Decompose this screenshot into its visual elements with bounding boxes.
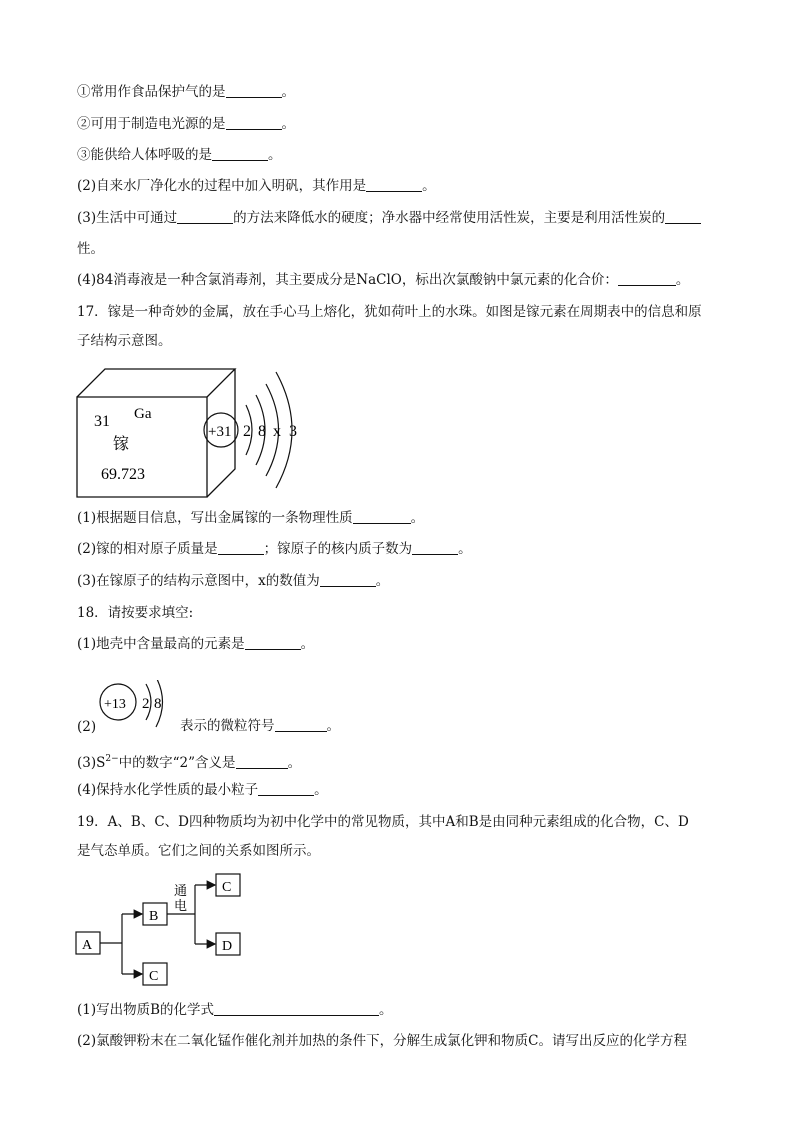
q17-stem-line-2 — [77, 331, 172, 351]
label-b: B — [149, 909, 159, 924]
answer-blank[interactable] — [245, 635, 301, 650]
shell-1-count: 2 — [243, 423, 251, 440]
q18-part-2-number: (2) — [77, 719, 97, 735]
punct: 。 — [314, 782, 328, 798]
q19-stem-text: 是气态单质。它们之间的关系如图所示。 — [77, 843, 320, 859]
q16-item-3-text: ③能供给人体呼吸的是 — [77, 147, 212, 163]
answer-blank[interactable] — [214, 1001, 379, 1016]
q16-part-3 — [77, 208, 701, 228]
punct: 。 — [422, 178, 436, 194]
q17-part-2-text-b: ；镓原子的核内质子数为 — [263, 541, 413, 557]
element-name: 镓 — [113, 436, 130, 453]
q19-part-1-text: (1)写出物质B的化学式 — [77, 1002, 215, 1018]
answer-blank[interactable] — [366, 177, 422, 192]
shell-4-count: 3 — [289, 423, 297, 440]
q16-item-2-text: ②可用于制造电光源的是 — [77, 116, 226, 132]
q16-part-2 — [77, 176, 436, 196]
answer-blank[interactable] — [665, 209, 701, 224]
q16-part-2-text: (2)自来水厂净化水的过程中加入明矾，其作用是 — [77, 178, 367, 194]
punct: 。 — [281, 84, 295, 100]
q16-part-3-cont — [77, 239, 104, 259]
q19-stem-text: 19．A、B、C、D四种物质均为初中化学中的常见物质，其中A和B是由同种元素组成的化合物，C、D — [77, 814, 689, 830]
answer-blank[interactable] — [218, 540, 264, 555]
nucleus-charge: +13 — [104, 697, 126, 712]
atomic-number: 31 — [94, 413, 110, 430]
ion-charge-superscript: 2− — [105, 754, 119, 764]
answer-blank[interactable] — [236, 754, 288, 769]
q16-part-3-text-b: 的方法来降低水的硬度；净水器中经常使用活性炭，主要是利用活性炭的 — [233, 210, 666, 226]
punct: 。 — [458, 541, 472, 557]
label-c-top: C — [222, 880, 232, 895]
answer-blank[interactable] — [258, 781, 314, 796]
q16-item-3 — [77, 145, 282, 165]
q18-stem-text: 18．请按要求填空: — [77, 605, 194, 621]
punct: 。 — [375, 573, 390, 589]
q17-part-1-text: (1)根据题目信息，写出金属镓的一条物理性质 — [77, 510, 353, 526]
q18-part-3-text-b: 中的数字“2”含义是 — [118, 755, 236, 771]
label-a: A — [82, 938, 93, 953]
q18-part-1-text: (1)地壳中含量最高的元素是 — [77, 636, 245, 652]
q17-stem-text: 17．镓是一种奇妙的金属，放在手心马上熔化，犹如荷叶上的水珠。如图是镓元素在周期表中的信息和原 — [77, 304, 702, 320]
answer-blank[interactable] — [275, 717, 327, 732]
answer-blank[interactable] — [412, 540, 458, 555]
condition-tong: 通 — [174, 883, 188, 898]
q18-part-2-text: 表示的微粒符号 — [180, 718, 275, 734]
q17-part-2 — [77, 539, 472, 559]
q17-stem-text: 子结构示意图。 — [77, 333, 172, 349]
shell-3-count: x — [273, 423, 281, 440]
punct: 。 — [675, 272, 690, 288]
gallium-figure — [70, 360, 320, 500]
answer-blank[interactable] — [212, 146, 268, 161]
q16-item-2 — [77, 114, 295, 134]
q17-stem-line-1 — [77, 302, 702, 322]
substance-relationship-diagram — [70, 870, 270, 990]
label-c-bottom: C — [149, 969, 159, 984]
punct: 。 — [410, 510, 425, 526]
q16-item-1 — [77, 82, 295, 102]
q18-part-2-label — [77, 717, 96, 737]
punct: 。 — [326, 718, 340, 734]
answer-blank[interactable] — [320, 572, 376, 587]
q19-stem-line-1 — [77, 812, 689, 832]
q18-stem — [77, 603, 193, 623]
punct: 。 — [287, 755, 302, 771]
answer-blank[interactable] — [226, 83, 282, 98]
q17-part-2-text-a: (2)镓的相对原子质量是 — [77, 541, 218, 557]
punct: 。 — [300, 636, 315, 652]
shell-2-count: 8 — [258, 423, 266, 440]
q16-part-4 — [77, 270, 689, 290]
q18-part-3-text-a: (3)S — [77, 755, 106, 771]
q18-part-2 — [180, 716, 340, 736]
q19-part-1 — [77, 1000, 393, 1020]
q19-part-2-text: (2)氯酸钾粉末在二氧化锰作催化剂并加热的条件下，分解生成氯化钾和物质C。请写出反应的化学方程 — [77, 1033, 687, 1049]
q16-part-3-text-c: 性。 — [77, 241, 104, 257]
q17-part-1 — [77, 508, 424, 528]
q17-part-3-text: (3)在镓原子的结构示意图中，x的数值为 — [77, 573, 320, 589]
element-symbol: Ga — [134, 406, 152, 422]
answer-blank[interactable] — [177, 209, 233, 224]
answer-blank[interactable] — [353, 509, 411, 524]
q18-part-3 — [77, 749, 301, 773]
punct: 。 — [281, 116, 295, 132]
q17-part-3 — [77, 571, 389, 591]
answer-blank[interactable] — [618, 271, 676, 286]
punct: 。 — [379, 1002, 393, 1018]
answer-blank[interactable] — [226, 115, 282, 130]
shell-1-count: 2 — [142, 696, 150, 712]
q18-part-4-text: (4)保持水化学性质的最小粒子 — [77, 782, 259, 798]
q16-part-3-text-a: (3)生活中可通过 — [77, 210, 178, 226]
nucleus-charge: +31 — [208, 424, 232, 440]
q16-item-1-text: ①常用作食品保护气的是 — [77, 84, 226, 100]
q19-stem-line-2 — [77, 841, 320, 861]
punct: 。 — [268, 147, 282, 163]
shell-2-count: 8 — [154, 696, 162, 712]
condition-dian: 电 — [174, 898, 188, 913]
q16-part-4-text: (4)84消毒液是一种含氯消毒剂，其主要成分是NaClO，标出次氯酸钠中氯元素的化合价： — [77, 272, 618, 288]
atomic-mass: 69.723 — [101, 466, 145, 483]
q18-part-1 — [77, 634, 314, 654]
q19-part-2 — [77, 1031, 687, 1051]
label-d: D — [222, 939, 233, 954]
q18-part-4 — [77, 780, 328, 800]
